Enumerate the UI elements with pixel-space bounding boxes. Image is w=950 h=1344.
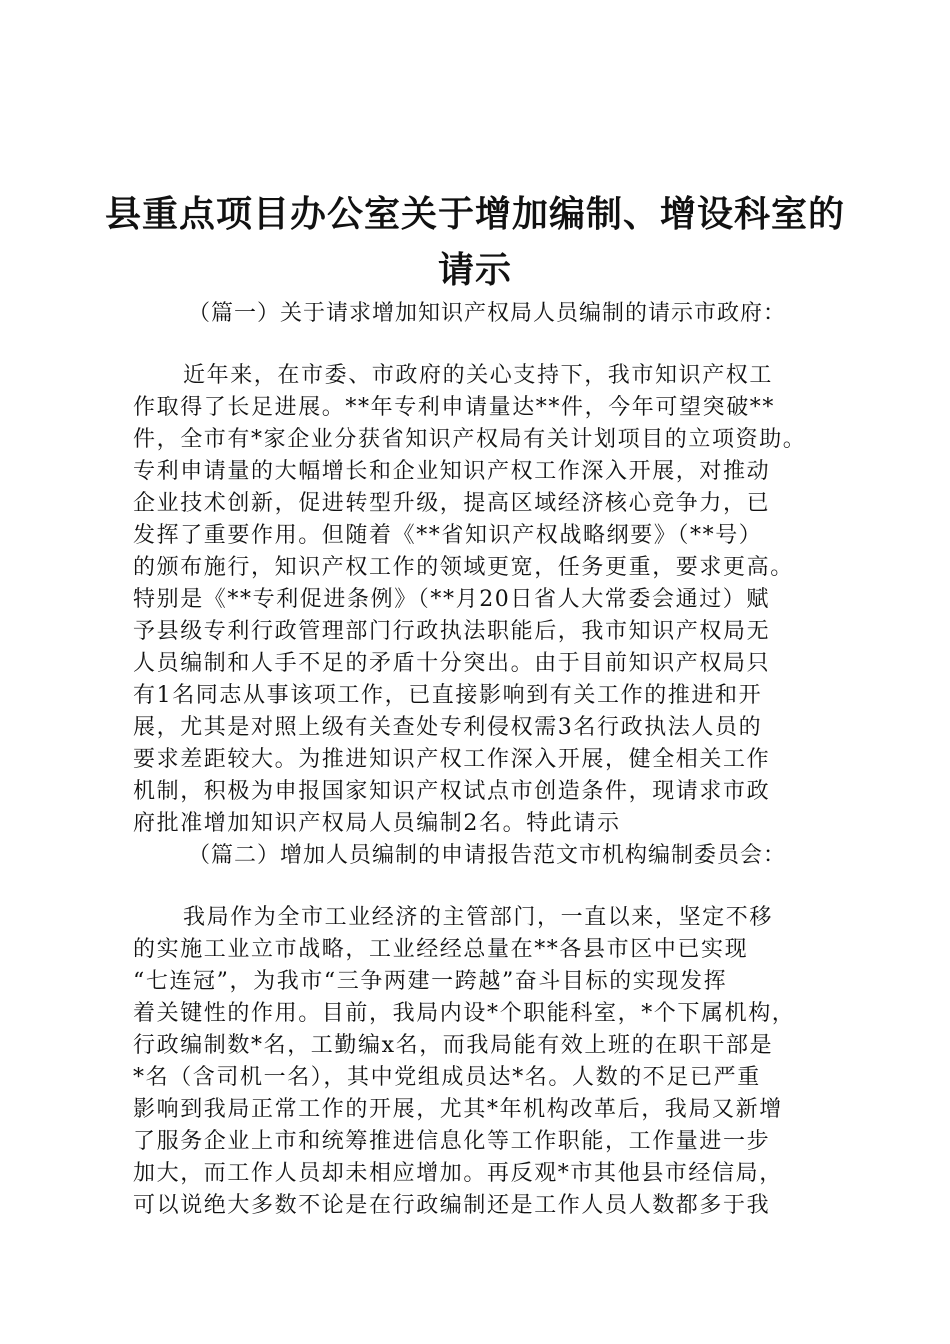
document-title-line-2: 请示 <box>437 250 512 291</box>
section2-paragraph-line: *名（含司机一名），其中党组成员达*名。人数的不足已严重 <box>133 1065 761 1090</box>
section1-paragraph-line: 有1名同志从事该项工作，已直接影响到有关工作的推进和开 <box>133 683 763 708</box>
section1-paragraph-line: 发挥了重要作用。但随着《**省知识产权战略纲要》（**号） <box>133 523 763 548</box>
section1-paragraph-line: 近年来，在市委、市政府的关心支持下，我市知识产权工 <box>183 363 774 388</box>
section2-paragraph-line: 影响到我局正常工作的开展，尤其*年机构改革后，我局又新增 <box>133 1097 783 1122</box>
section2-paragraph-line: 了服务企业上市和统筹推进信息化等工作职能，工作量进一步 <box>133 1129 771 1154</box>
section2-heading: （篇二）增加人员编制的申请报告范文市机构编制委员会： <box>188 843 787 868</box>
section2-paragraph-line: 可以说绝大多数不论是在行政编制还是工作人员人数都多于我 <box>133 1193 771 1218</box>
section1-paragraph-line: 机制，积极为申报国家知识产权试点市创造条件，现请求市政 <box>133 779 771 804</box>
section1-paragraph-line: 府批准增加知识产权局人员编制2名。特此请示 <box>133 811 621 836</box>
section1-paragraph-line: 要求差距较大。为推进知识产权工作深入开展，健全相关工作 <box>133 747 771 772</box>
section1-paragraph-line: 件，全市有*家企业分获省知识产权局有关计划项目的立项资助。 <box>133 427 807 452</box>
document-title-line-1: 县重点项目办公室关于增加编制、增设科室的 <box>104 194 845 235</box>
section2-paragraph-line: 的实施工业立市战略，工业经经总量在**各县市区中已实现 <box>133 937 749 962</box>
section2-paragraph-line: 行政编制数*名，工勤编x名，而我局能有效上班的在职干部是 <box>133 1033 774 1058</box>
section1-paragraph-line: 特别是《**专利促进条例》（**月20日省人大常委会通过）赋 <box>133 587 770 612</box>
section1-paragraph-line: 展，尤其是对照上级有关查处专利侵权需3名行政执法人员的 <box>133 715 763 740</box>
section1-paragraph-line: 作取得了长足进展。**年专利申请量达**件，今年可望突破** <box>133 395 776 420</box>
section1-paragraph-line: 企业技术创新，促进转型升级，提高区域经济核心竞争力，已 <box>133 491 771 516</box>
section1-paragraph-line: 予县级专利行政管理部门行政执法职能后，我市知识产权局无 <box>133 619 771 644</box>
section2-paragraph-line: 我局作为全市工业经济的主管部门，一直以来，坚定不移 <box>183 905 774 930</box>
section1-heading: （篇一）关于请求增加知识产权局人员编制的请示市政府： <box>188 301 787 326</box>
section1-paragraph-line: 专利申请量的大幅增长和企业知识产权工作深入开展，对推动 <box>133 459 771 484</box>
section2-paragraph-line: “七连冠”，为我市“三争两建一跨越”奋斗目标的实现发挥 <box>133 969 728 994</box>
section2-paragraph-line: 着关键性的作用。目前，我局内设*个职能科室，*个下属机构， <box>133 1001 796 1026</box>
section1-paragraph-line: 人员编制和人手不足的矛盾十分突出。由于目前知识产权局只 <box>133 651 771 676</box>
section2-paragraph-line: 加大，而工作人员却未相应增加。再反观*市其他县市经信局， <box>133 1161 783 1186</box>
section1-paragraph-line: 的颁布施行，知识产权工作的领域更宽，任务更重，要求更高。 <box>133 555 794 580</box>
